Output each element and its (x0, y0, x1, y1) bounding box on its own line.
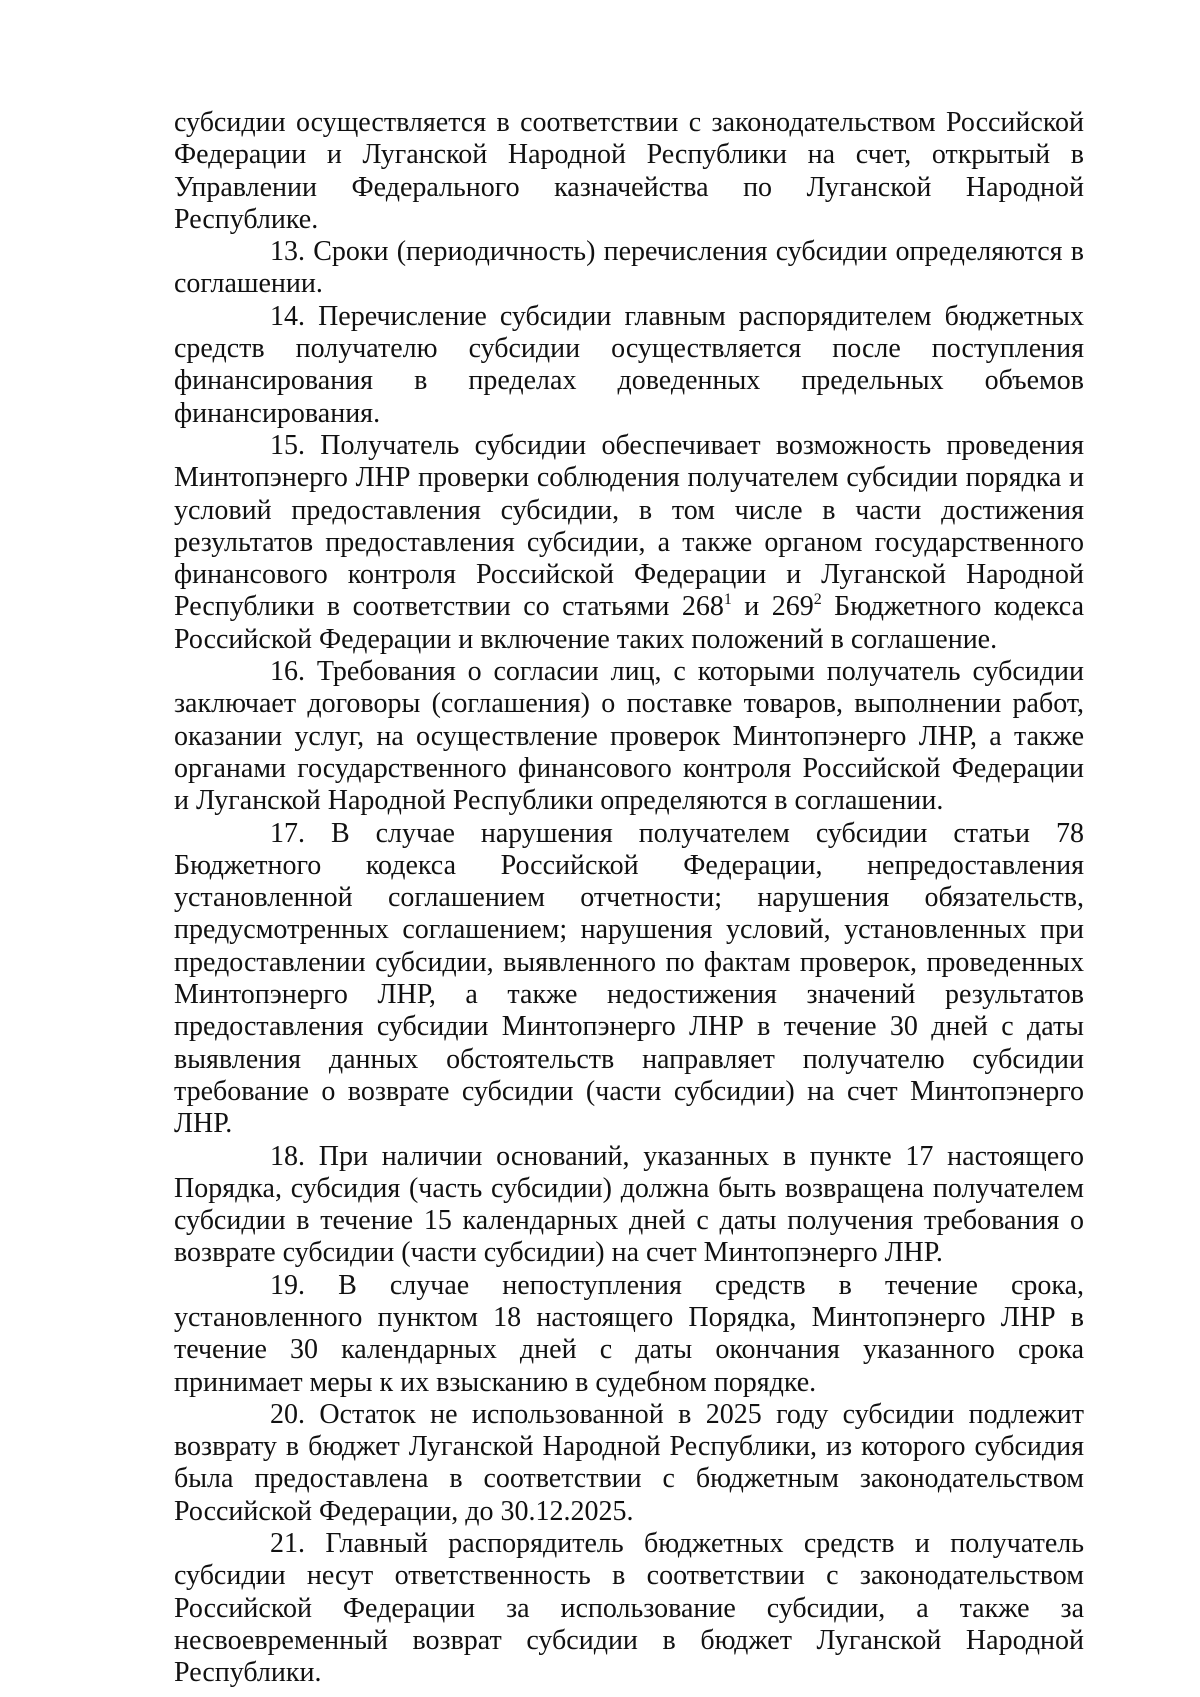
paragraph-14: 14. Перечисление субсидии главным распорядителем бюджетных средств получателю субсидии осуществляется после поступления финансирования в пределах доведенных предельных объемов финансирования. (174, 300, 1084, 429)
paragraph-18: 18. При наличии оснований, указанных в пункте 17 настоящего Порядка, субсидия (часть субсидии) должна быть возвращена получателем субсидии в течение 15 календарных дней с даты получения требования о возврате субсидии (части субсидии) на счет Минтопэнерго ЛНР. (174, 1140, 1084, 1269)
paragraph-15 (174, 430, 1084, 656)
paragraph-15-text-a: 15. Получатель субсидии обеспечивает возможность проведения Минтопэнерго ЛНР проверки соблюдения получателем субсидии порядка и условий предоставления субсидии, в том числе в части достижения результатов предоставления субсидии, а также органом государственного финансового контроля Российской Федерации и Луганской Народной Республики в соответствии со статьями 268 (174, 429, 1084, 623)
paragraph-19: 19. В случае непоступления средств в течение срока, установленного пунктом 18 настоящего Порядка, Минтопэнерго ЛНР в течение 30 календарных дней с даты окончания указанного срока принимает меры к их взысканию в судебном порядке. (174, 1269, 1084, 1398)
paragraph-20: 20. Остаток не использованной в 2025 году субсидии подлежит возврату в бюджет Луганской Народной Республики, из которого субсидия была предоставлена в соответствии с бюджетным законодательством Российской Федерации, до 30.12.2025. (174, 1398, 1084, 1527)
document-page (174, 107, 1084, 1690)
paragraph-15-text-b: и 269 (731, 591, 814, 623)
paragraph-17: 17. В случае нарушения получателем субсидии статьи 78 Бюджетного кодекса Российской Федерации, непредоставления установленной соглашением отчетности; нарушения обязательств, предусмотренных соглашением; нарушения условий, установленных при предоставлении субсидии, выявленного по фактам проверок, проведенных Минтопэнерго ЛНР, а также недостижения значений результатов предоставления субсидии Минтопэнерго ЛНР в течение 30 дней с даты выявления данных обстоятельств направляет получателю субсидии требование о возврате субсидии (части субсидии) на счет Минтопэнерго ЛНР. (174, 817, 1084, 1140)
paragraph-12-continuation: субсидии осуществляется в соответствии с законодательством Российской Федерации и Луганской Народной Республики на счет, открытый в Управлении Федерального казначейства по Луганской Народной Республике. (174, 107, 1084, 235)
paragraph-13: 13. Сроки (периодичность) перечисления субсидии определяются в соглашении. (174, 236, 1084, 300)
paragraph-21: 21. Главный распорядитель бюджетных средств и получатель субсидии несут ответственность в соответствии с законодательством Российской Федерации за использование субсидии, а также за несвоевременный возврат субсидии в бюджет Луганской Народной Республики. (174, 1528, 1084, 1689)
paragraph-15-text-c: Бюджетного кодекса Российской Федерации и включение таких положений в соглашение. (174, 591, 1084, 655)
footnote-sup-2: 2 (813, 591, 822, 609)
paragraph-16: 16. Требования о согласии лиц, с которыми получатель субсидии заключает договоры (соглашения) о поставке товаров, выполнении работ, оказании услуг, на осуществление проверок Минтопэнерго ЛНР, а также органами государственного финансового контроля Российской Федерации и Луганской Народной Республики определяются в соглашении. (174, 656, 1084, 817)
footnote-sup-1: 1 (723, 591, 732, 609)
